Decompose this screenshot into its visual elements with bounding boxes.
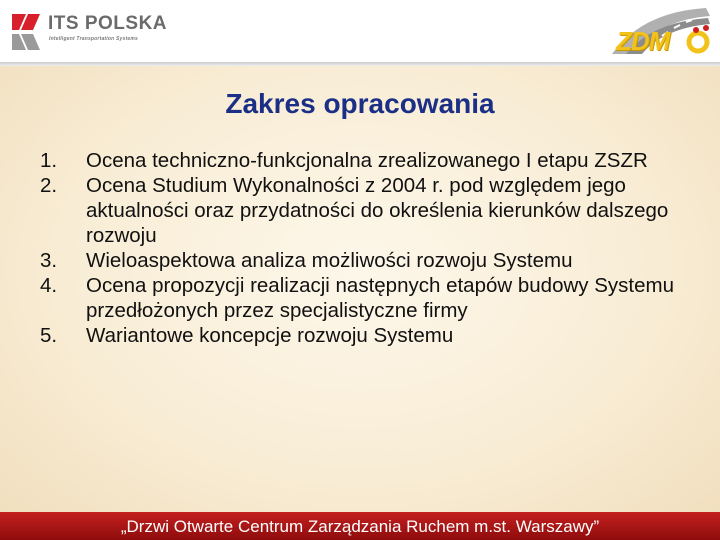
scope-list [40,148,680,348]
item-text: Ocena Studium Wykonalności z 2004 r. pod względem jego aktualności oraz przydatności do określenia kierunków dalszego rozwoju [86,174,669,247]
its-mark-icon [8,10,44,54]
list-item [40,273,680,323]
item-number: 2. [40,174,58,197]
zdm-logo-name: ZDM [616,26,670,56]
item-text: Ocena techniczno-funkcjonalna zrealizowanego I etapu ZSZR [86,149,648,172]
item-number: 5. [40,324,58,347]
footer-bar [0,512,720,540]
slide-header [0,0,720,62]
item-text: Wieloaspektowa analiza możliwości rozwoju Systemu [86,249,573,272]
item-number: 3. [40,249,58,272]
header-divider [0,62,720,66]
item-number: 4. [40,274,58,297]
zdm-logo [602,6,714,58]
item-number: 1. [40,149,58,172]
list-item [40,173,680,248]
list-item [40,248,680,273]
item-text: Wariantowe koncepcje rozwoju Systemu [86,324,454,347]
its-logo-subtitle: Intelligent Transportation Systems [49,36,138,42]
list-item [40,148,680,173]
list-item [40,323,680,348]
item-text: Ocena propozycji realizacji następnych etapów budowy Systemu przedłożonych przez specjalistyczne firmy [86,274,674,322]
its-logo-name: ITS POLSKA [48,13,168,34]
slide-title: Zakres opracowania [225,88,495,119]
its-polska-logo [8,8,168,56]
footer-text: „Drzwi Otwarte Centrum Zarządzania Ruchem m.st. Warszawy” [120,517,600,536]
